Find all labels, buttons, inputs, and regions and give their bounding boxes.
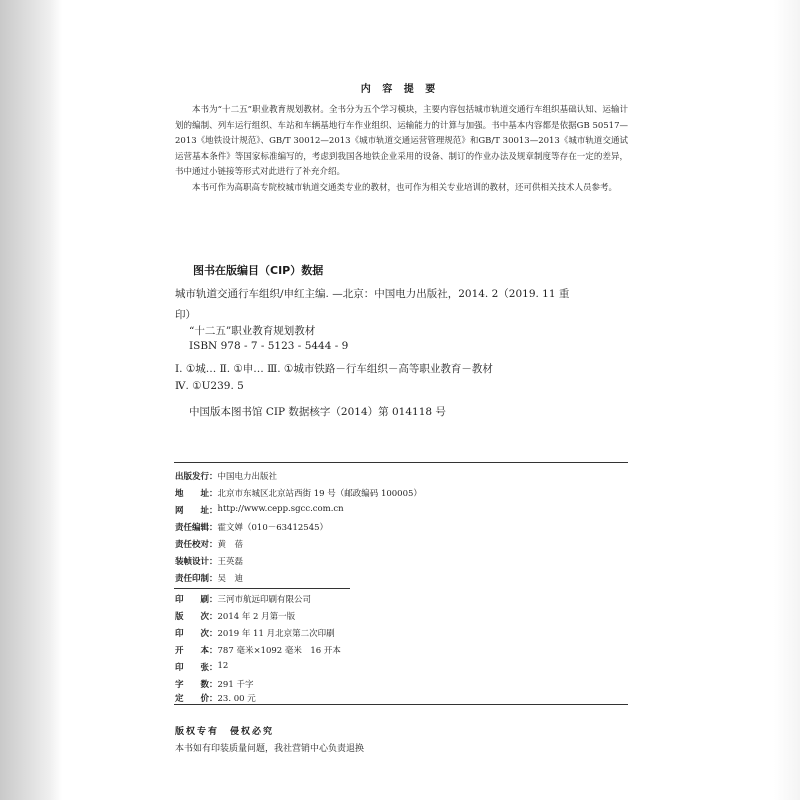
cip-line-reprint: 印）: [175, 309, 196, 321]
sheets-value: 12: [217, 661, 229, 671]
designer-row: [175, 555, 243, 567]
address-row: [175, 487, 422, 499]
website-row: [175, 504, 344, 516]
publisher-label: 出版发行：: [175, 472, 218, 482]
sheets-label: 印 张：: [175, 663, 218, 673]
sheets-row: [175, 661, 228, 673]
price-row: [175, 692, 256, 704]
cip-line-title: 城市轨道交通行车组织/申红主编. —北京：中国电力出版社，2014. 2（2019. 11 重: [175, 288, 570, 300]
proofreader-label: 责任校对：: [175, 540, 218, 550]
printer-row: [175, 593, 311, 605]
print-supervisor-label: 责任印制：: [175, 574, 218, 584]
editor-label: 责任编辑：: [175, 523, 218, 533]
word-count-value: 291 千字: [217, 680, 254, 690]
abstract-paragraph-1: 本书为“十二五”职业教育规划教材。全书分为五个学习模块，主要内容包括城市轨道交通行车组织基础认知、运输计划的编制、列车运行组织、车站和车辆基地行车作业组织、运输能力的计算与加强。书中基本内容都是依据GB 50517—2013《地铁设计规范》、GB/T 30012—2013《城市轨道交通运营管理规范》和GB/T 30013—2013《城市轨道交通试运营基本条件》等国家标准编写的，考虑到我国各地铁企业采用的设备、制订的作业办法及规章制度等存在一定的差异，书中通过小链接等形式对此进行了补充介绍。: [175, 105, 628, 177]
editor-value: 霍文婵（010－63412545）: [217, 523, 329, 533]
rights-note: 本书如有印装质量问题，我社营销中心负责退换: [175, 744, 365, 754]
address-value: 北京市东城区北京站西街 19 号（邮政编码 100005）: [217, 489, 422, 499]
designer-value: 王英磊: [217, 557, 244, 567]
print-supervisor-value: 吴 迪: [217, 574, 244, 584]
impression-value: 2019 年 11 月北京第二次印刷: [217, 629, 335, 639]
printer-label: 印 刷：: [175, 595, 218, 605]
price-value: 23. 00 元: [217, 694, 256, 704]
edition-label: 版 次：: [175, 612, 218, 622]
editor-row: [175, 521, 328, 533]
format-row: [175, 644, 341, 656]
website-value: http://www.cepp.sgcc.com.cn: [217, 504, 344, 514]
proofreader-row: [175, 538, 243, 550]
price-label: 定 价：: [175, 694, 218, 704]
rights-title: 版权专有 侵权必究: [175, 727, 275, 737]
proofreader-value: 黄 蓓: [217, 540, 244, 550]
word-count-label: 字 数：: [175, 680, 218, 690]
cip-line-class-number: Ⅳ. ①U239. 5: [175, 380, 244, 392]
abstract-title: 内 容 提 要: [360, 84, 440, 95]
format-label: 开 本：: [175, 646, 218, 656]
impression-label: 印 次：: [175, 629, 218, 639]
printer-value: 三河市航远印刷有限公司: [217, 595, 312, 605]
divider-top: [174, 462, 628, 463]
word-count-row: [175, 678, 253, 690]
cip-line-isbn: ISBN 978 - 7 - 5123 - 5444 - 9: [189, 340, 349, 352]
cip-line-classification: Ⅰ. ①城… Ⅱ. ①申… Ⅲ. ①城市铁路－行车组织－高等职业教育－教材: [175, 363, 493, 375]
publisher-value: 中国电力出版社: [217, 472, 278, 482]
address-label: 地 址：: [175, 489, 218, 499]
divider-middle: [174, 588, 350, 589]
designer-label: 装帧设计：: [175, 557, 218, 567]
cip-line-series: “十二五”职业教育规划教材: [189, 325, 316, 337]
edition-row: [175, 610, 295, 622]
cip-heading: 图书在版编目（CIP）数据: [193, 264, 324, 277]
edition-value: 2014 年 2 月第一版: [217, 612, 296, 622]
divider-bottom: [174, 704, 628, 705]
website-label: 网 址：: [175, 506, 218, 516]
impression-row: [175, 627, 335, 639]
cip-line-record-number: 中国版本图书馆 CIP 数据核字（2014）第 014118 号: [189, 406, 446, 418]
print-supervisor-row: [175, 572, 243, 584]
abstract-paragraph-2: 本书可作为高职高专院校城市轨道交通类专业的教材，也可作为相关专业培训的教材，还可供相关技术人员参考。: [192, 183, 618, 193]
format-value: 787 毫米×1092 毫米 16 开本: [217, 646, 341, 656]
publisher-row: [175, 470, 277, 482]
